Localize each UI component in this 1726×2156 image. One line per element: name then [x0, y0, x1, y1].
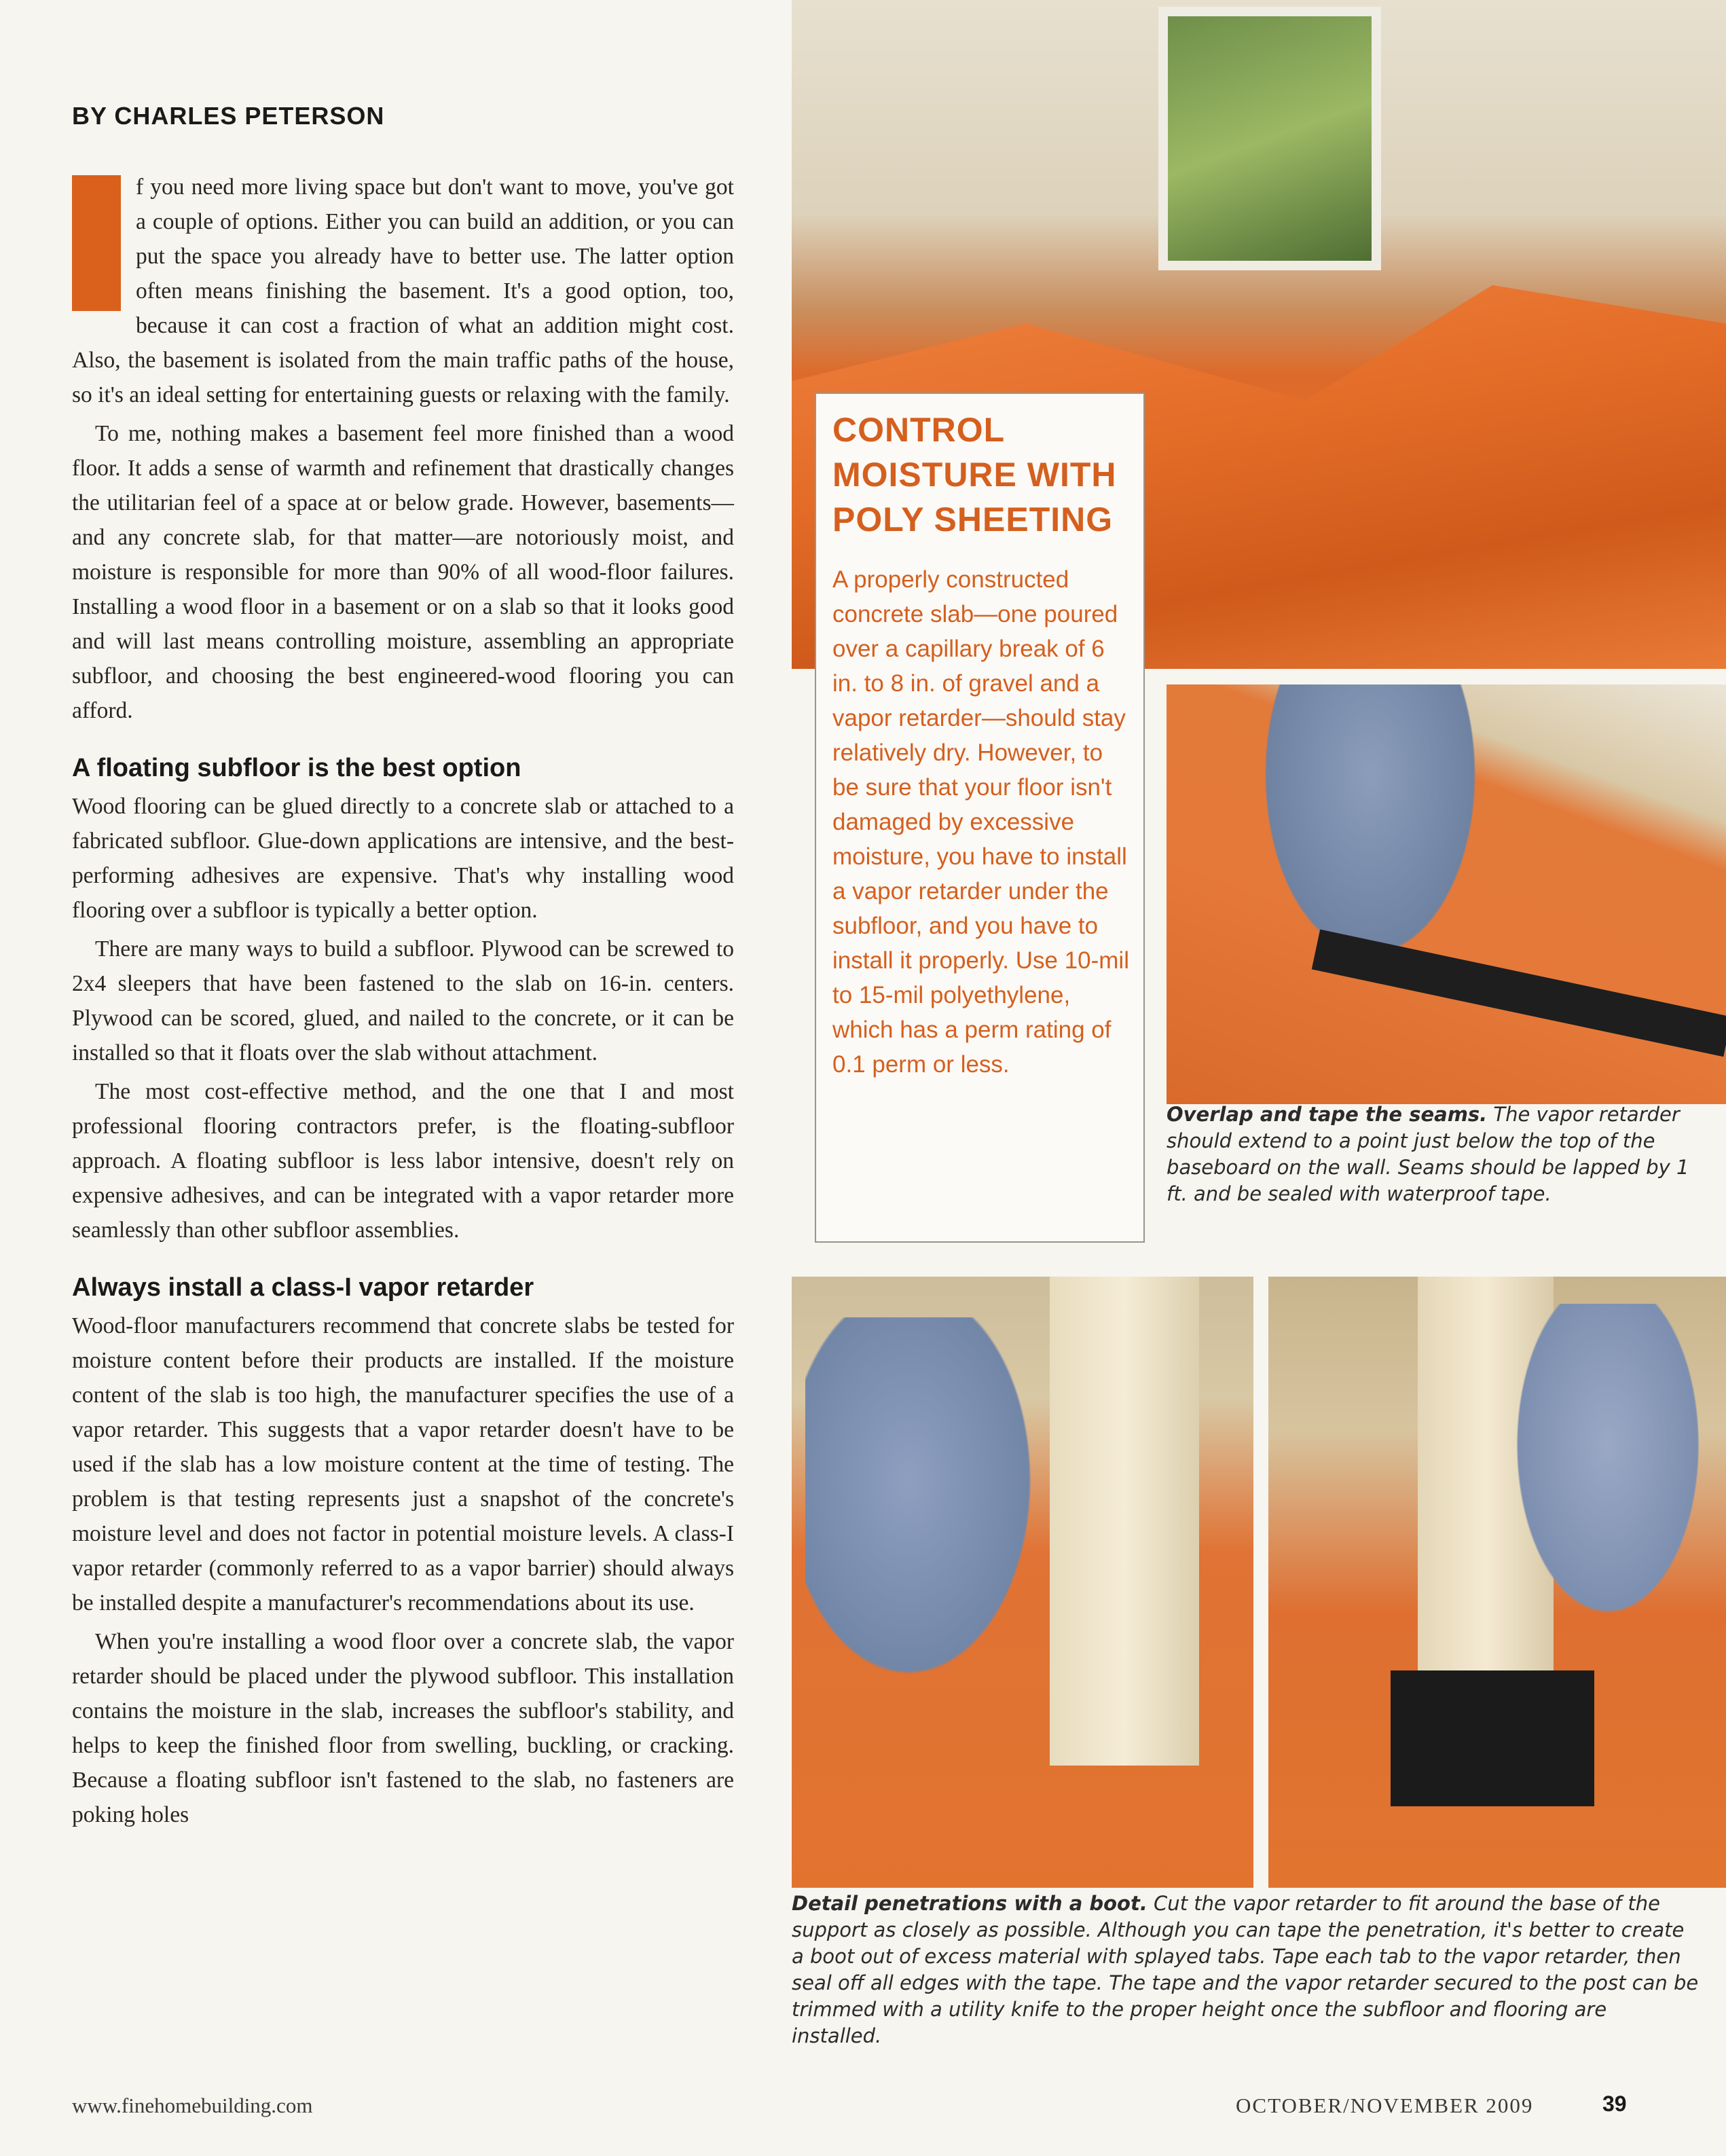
paragraph: Wood-floor manufacturers recommend that concrete slabs be tested for moisture content before their products are installed. If the moisture content of the slab is too high, the manufacturer specifies the use of a vapor retarder. This suggests that a vapor retarder doesn't have to be used if the slab has a low moisture content at the time of testing. The problem is that testing represents just a snapshot of the concrete's moisture level and does not factor in potential moisture levels. A class-I vapor retarder (commonly referred to as a vapor barrier) should always be installed despite a manufacturer's recommendations about its use.	[72, 1313, 734, 1615]
photo-taping-boot	[1268, 1277, 1726, 1888]
photo-tape-strip	[1312, 930, 1726, 1057]
paragraph-text: f you need more living space but don't want to move, you've got a couple of options. Either you can build an addition, or you can put the space you already have to better use. The latter option often means finishing the basement. It's a good option, too, because it can cost a fraction of what an addition might cost. Also, the basement is isolated from the main traffic paths of the house, so it's an ideal setting for entertaining guests or relaxing with the family.	[72, 175, 734, 407]
photo-worker	[1248, 684, 1492, 983]
photo-tape-roll	[1391, 1670, 1594, 1806]
photo-cutting-around-post	[792, 1277, 1253, 1888]
sidebar-title: CONTROL MOISTURE WITH POLY SHEETING	[832, 411, 1117, 538]
caption-text: Cut the vapor retarder to fit around the base of the support as closely as possible. Although you can tape the penetration, it's better to create a boot out of excess material with splayed tabs. Tape each tab to the vapor retarder, then seal off all edges with the tape. The tape and the vapor retarder secured to the post can be trimmed with a utility knife to the proper height once the subfloor and flooring are installed.	[792, 1892, 1699, 2047]
paragraph: To me, nothing makes a basement feel more finished than a wood floor. It adds a sense of warmth and refinement that drastically changes the utilitarian feel of a space at or below grade. However, basements—and any concrete slab, for that matter—are notoriously moist, and moisture is responsible for more than 90% of all wood-floor failures. Installing a wood floor in a basement or on a slab so that it looks good and will last means controlling moisture, assembling an appropriate subfloor, and choosing the best engineered-wood flooring you can afford.	[72, 421, 734, 723]
caption-lead: Detail penetrations with a boot.	[792, 1892, 1147, 1915]
section-heading: A floating subfloor is the best option	[72, 754, 521, 782]
sidebar-box	[815, 392, 1145, 1243]
caption-lead: Overlap and tape the seams.	[1167, 1103, 1488, 1126]
photo-caption	[1167, 1101, 1710, 1207]
footer-issue-date: OCTOBER/NOVEMBER 2009	[1236, 2094, 1534, 2117]
paragraph: The most cost-effective method, and the one that I and most professional flooring contractors prefer, is the floating-subfloor approach. A floating subfloor is less labor intensive, doesn't rely on expensive adhesives, and can be integrated with a vapor retarder more seamlessly than other subfloor assemblies.	[72, 1079, 734, 1243]
paragraph: Wood flooring can be glued directly to a concrete slab or attached to a fabricated subfloor. Glue-down applications are intensive, and the best-performing adhesives are expensive. That's why installing wood flooring over a subfloor is typically a better option.	[72, 794, 734, 923]
dropcap-bar	[72, 175, 121, 311]
paragraph: There are many ways to build a subfloor. Plywood can be screwed to 2x4 sleepers that have been fastened to the slab on 16-in. centers. Plywood can be scored, glued, and nailed to the concrete, or it can be installed so that it floats over the slab without attachment.	[72, 936, 734, 1065]
sidebar-text: A properly constructed concrete slab—one poured over a capillary break of 6 in. to 8 in. of gravel and a vapor retarder—should stay relatively dry. However, to be sure that your floor isn't damaged by excessive moisture, you have to install a vapor retarder under the subfloor, and you have to install it properly. Use 10-mil to 15-mil polyethylene, which has a perm rating of 0.1 perm or less.	[832, 566, 1129, 1078]
section-heading: Always install a class-I vapor retarder	[72, 1273, 534, 1302]
article-body	[72, 170, 734, 1836]
byline: BY CHARLES PETERSON	[72, 102, 385, 130]
photo-taping-seams	[1167, 684, 1726, 1104]
photo-support-post	[1050, 1277, 1199, 1766]
photo-caption	[792, 1890, 1702, 2049]
caption-text: The vapor retarder should extend to a point just below the top of the baseboard on the wall. Seams should be lapped by 1 ft. and be sealed with waterproof tape.	[1167, 1103, 1689, 1205]
photo-worker	[1492, 1304, 1723, 1657]
page-number: 39	[1602, 2091, 1627, 2116]
footer-url[interactable]: www.finehomebuilding.com	[72, 2094, 313, 2117]
photo-window	[1158, 7, 1381, 270]
paragraph: When you're installing a wood floor over a concrete slab, the vapor retarder should be placed under the plywood subfloor. This installation contains the moisture in the slab, increases the subfloor's stability, and helps to keep the finished floor from swelling, buckling, or cracking. Because a floating subfloor isn't fastened to the slab, no fasteners are poking holes	[72, 1629, 734, 1827]
intro-paragraph	[72, 170, 734, 412]
photo-worker	[805, 1317, 1063, 1725]
